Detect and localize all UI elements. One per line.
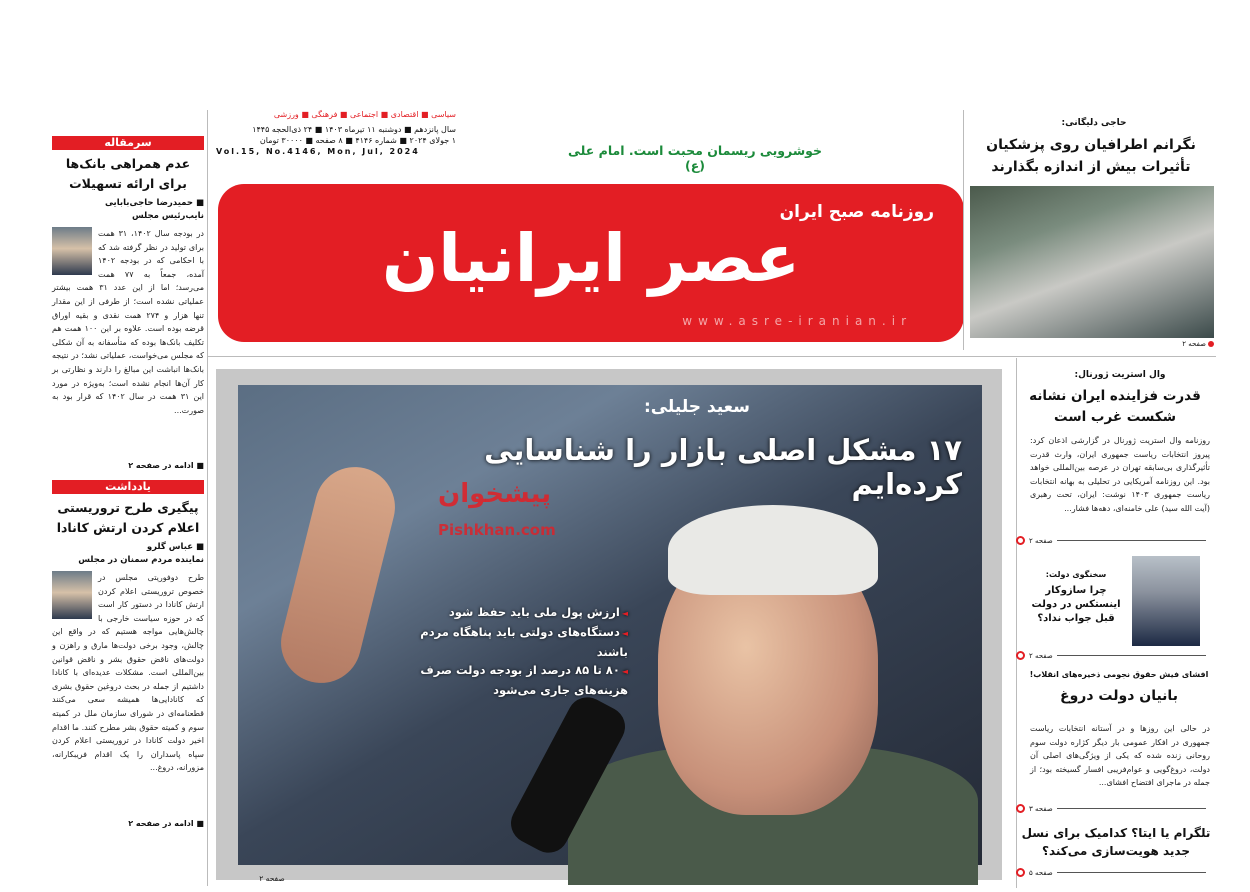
main-bullet: ◄ دستگاه‌های دولتی باید پناهگاه مردم باشند (398, 623, 628, 661)
story3-headline[interactable]: بانیان دولت دروغ (1060, 688, 1178, 704)
story3-kicker: افشای فیش حقوق نجومی ذخیره‌های انقلاب! (1029, 670, 1209, 679)
main-bullet: ◄ ۸۰ تا ۸۵ درصد از بودجه دولت صرف هزینه‌های جاری می‌شود (398, 661, 628, 699)
main-bullets (398, 603, 628, 699)
note-continue-link[interactable]: ■ ادامه در صفحه ۲ (128, 819, 204, 828)
watermark-logo: پیشخوان (438, 479, 551, 509)
main-bullet: ◄ ارزش پول ملی باید حفظ شود (398, 603, 628, 623)
editorial-author-photo (52, 227, 92, 275)
left-column (52, 136, 204, 886)
page-ref-icon (1208, 341, 1214, 347)
note-body: طرح دوفوریتی مجلس در خصوص تروریستی اعلام کردن ارتش کانادا در دستور کار است که در حوزه سیاست خارجی با چالش‌هایی مواجه هستیم که در واقع این چالش، وجود برخی دولت‌ها مارق و راهزن و دولت‌های ناقض حقوق بشر و ناقض قوانین بین‌المللی است. مشکلات عدیده‌ای با کانادا داشتیم از جمله در بحث دروغین حقوق بشری که کانادایی‌ها همیشه سعی می‌کنند قطعنامه‌ای در شورای سازمان ملل در کمیته سوم و کمیته حقوق بشر مطرح کنند. ما اقدام اخیر دولت کانادا در تروریستی اعلام کردن سپاه پاسداران را یک اقدام فریبکارانه، مزورانه، دروغ... (52, 573, 204, 773)
logo-subtitle: روزنامه صبح ایران (779, 202, 934, 222)
editorial-author-role: نایب‌رئیس مجلس (132, 211, 204, 221)
top-right-photo (970, 186, 1214, 338)
story2-photo (1132, 556, 1200, 646)
story1-page-ref[interactable]: صفحه ۲ (1016, 536, 1206, 545)
masthead-bottom-rule (208, 356, 1216, 357)
story3-body: در حالی این روزها و در آستانه انتخابات ریاست جمهوری در افکار عمومی بار دیگر کژاره دولت سوم روحانی زنده شده که یکی از ویژگی‌های اصلی آن دولت، دروغ‌گویی و عوام‌فریبی افسار گسیخته بود؛ از جمله در ماجرای افتضاح افشای... (1030, 724, 1210, 788)
section-list: سیاسی ■ اقتصادی ■ اجتماعی ■ فرهنگی ■ ورزشی (273, 110, 456, 119)
page-ref-line (1057, 872, 1206, 873)
top-right-headline[interactable]: نگرانم اطرافیان روی پزشکیان تأثیرات بیش از اندازه بگذارند (986, 137, 1196, 175)
issue-date-line2: ۱ جولای ۲۰۲۴ ■ شماره ۴۱۴۶ ■ ۸ صفحه ■ ۳۰۰۰۰ تومان (259, 136, 456, 145)
story4-headline[interactable]: تلگرام یا ایتا؟ کدامیک برای نسل جدید هویت‌سازی می‌کند؟ (1021, 826, 1211, 858)
page-ref-line (1057, 808, 1206, 809)
note-section-label: یادداشت (52, 480, 204, 494)
story4-page-ref[interactable]: صفحه ۵ (1016, 868, 1206, 877)
watermark-url: Pishkhan.com (438, 521, 556, 539)
main-page-ref[interactable]: صفحه ۲ (259, 874, 285, 883)
editorial-continue-link[interactable]: ■ ادامه در صفحه ۲ (128, 461, 204, 470)
left-column-divider (207, 110, 208, 886)
main-photo[interactable] (238, 385, 982, 865)
story1-body: روزنامه وال استریت ژورنال در گزارشی اذعان کرد: پیروز انتخابات ریاست جمهوری ایران، وارث قدرت تأثیرگذاری بی‌سابقه تهران در عرصه بین‌المللی خواهد بود. این روزنامه آمریکایی در تحلیلی به بهانه انتخابات ریاست جمهوری ۱۴۰۳ نوشت: ایران، تحت رهبری (آیت الله سید) علی خامنه‌ای، دهه‌ها فشار... (1030, 436, 1211, 513)
story2-kicker: سخنگوی دولت: (1045, 570, 1107, 579)
editorial-author: ■ حمیدرضا حاجی‌بابایی (104, 198, 204, 208)
top-right-page-ref[interactable]: صفحه ۲ (1150, 340, 1214, 348)
issue-date-line1: سال پانزدهم ■ دوشنبه ۱۱ تیرماه ۱۴۰۳ ■ ۲۴ ذی‌الحجه ۱۴۴۵ (252, 125, 456, 134)
story3-page-ref[interactable]: صفحه ۳ (1016, 804, 1206, 813)
story2-headline[interactable]: چرا سازوکار اینستکس در دولت قبل جواب نداد؟ (1031, 585, 1121, 624)
main-kicker: سعید جلیلی: (643, 397, 750, 417)
story2-page-ref[interactable]: صفحه ۲ (1016, 651, 1206, 660)
arrow-circle-icon (1016, 536, 1025, 545)
note-title[interactable]: پیگیری طرح تروریستی اعلام کردن ارتش کانادا (56, 500, 200, 535)
note-author-photo (52, 571, 92, 619)
logo-url: www.asre-iranian.ir (682, 314, 912, 328)
story1-kicker: وال استریت ژورنال: (1074, 370, 1166, 380)
issue-date-info (216, 124, 456, 146)
editorial-section-label: سرمقاله (52, 136, 204, 150)
arrow-circle-icon (1016, 868, 1025, 877)
arrow-circle-icon (1016, 804, 1025, 813)
page-ref-line (1057, 540, 1206, 541)
note-author: ■ عباس گلرو (146, 542, 204, 552)
note-author-role: نماینده مردم سمنان در مجلس (78, 555, 204, 565)
arrow-circle-icon (1016, 651, 1025, 660)
raised-hand-shape (273, 459, 404, 692)
volume-line: Vol.15, No.4146, Mon, Jul, 2024 (216, 147, 420, 156)
hair-shape (668, 505, 878, 595)
top-right-kicker: حاجی دلیگانی: (1061, 118, 1127, 128)
top-right-divider (963, 110, 964, 350)
page-ref-line (1057, 655, 1206, 656)
logo-name: عصر ایرانیان (381, 220, 801, 297)
story1-headline[interactable]: قدرت فزاینده ایران نشانه شکست غرب است (1029, 388, 1201, 425)
main-headline[interactable]: ۱۷ مشکل اصلی بازار را شناسایی کرده‌ایم (484, 433, 962, 501)
editorial-title[interactable]: عدم همراهی بانک‌ها برای ارائه تسهیلات (65, 156, 191, 191)
newspaper-logo[interactable] (218, 184, 964, 342)
editorial-body: در بودجه سال ۱۴۰۲، ۳۱ همت برای تولید در نظر گرفته شد که با احکامی که در بودجه ۱۴۰۲ آمده، جمعاً به ۷۷ همت می‌رسد؛ اما از این عدد ۳۱ همت بیشتر عملیاتی نشده است؛ از طرفی از این مقدار تنها هزار و ۲۷۴ همت نقدی و بقیه اوراق قرضه بوده است. علاوه بر این ۱۰۰ همت هم تکلیف بانک‌ها بوده که متأسفانه به آن شکلی که مجلس می‌خواست، عملیاتی نشد؛ در نتیجه بانک‌ها انباشت این مبالغ را دارند و نظارتی بر کار آن‌ها انجام نشده است؛ به‌ویژه در مورد این ۳۱ همت در سال ۱۴۰۲ که قرار بود به صورت... (52, 229, 205, 415)
masthead-quote: خوشرویی ریسمان محبت است. امام علی (ع) (568, 143, 822, 173)
